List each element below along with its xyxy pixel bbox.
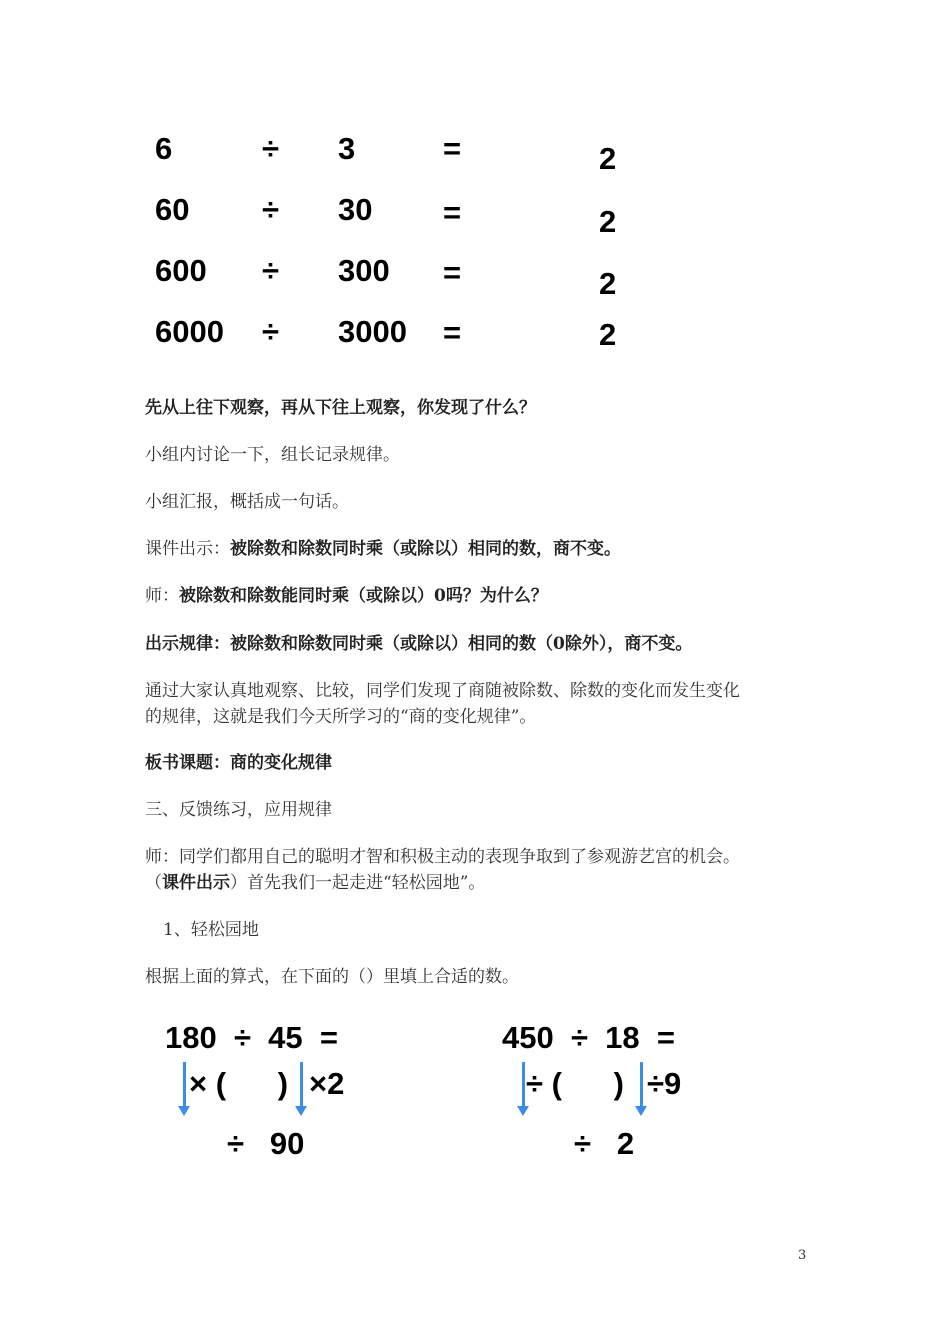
arrow-down-icon <box>640 1062 643 1108</box>
dividend: 6000 <box>155 314 224 349</box>
right-operation: ÷9 <box>647 1066 682 1101</box>
arrow-down-icon <box>300 1062 303 1108</box>
arrow-down-icon <box>522 1062 525 1108</box>
teacher-label: 师： <box>145 586 179 606</box>
divisor: 300 <box>338 253 390 288</box>
exercise-instruction: 根据上面的算式，在下面的（）里填上合适的数。 <box>145 967 519 987</box>
divide-sign: ÷ <box>262 314 280 349</box>
page-number: 3 <box>798 1248 807 1263</box>
summary-line: 的规律，这就是我们今天所学习的“商的变化规律”。 <box>145 707 537 727</box>
dividend: 600 <box>155 253 207 288</box>
left-operation: ÷ ( ) <box>526 1066 624 1101</box>
divide-sign: ÷ <box>262 253 280 288</box>
result-equation: ÷ 90 <box>227 1126 305 1161</box>
group-discussion: 小组内讨论一下，组长记录规律。 <box>145 445 400 465</box>
equals-sign: = <box>443 255 462 290</box>
arrow-down-icon <box>183 1062 186 1108</box>
teacher-intro <box>145 844 740 896</box>
summary-paragraph <box>145 678 740 730</box>
left-operation: × ( ) <box>189 1066 289 1101</box>
courseware-rule: 被除数和除数同时乘（或除以）相同的数，商不变。 <box>230 539 621 559</box>
result: 2 <box>599 204 617 239</box>
section-heading: 三、反馈练习，应用规律 <box>145 800 332 820</box>
courseware-label: 课件出示 <box>162 873 230 893</box>
rule-statement: 出示规律：被除数和除数同时乘（或除以）相同的数（0除外），商不变。 <box>145 634 693 654</box>
equals-sign: = <box>443 131 462 166</box>
divide-sign: ÷ <box>262 131 280 166</box>
result: 2 <box>599 266 617 301</box>
teacher-intro-line: 师：同学们都用自己的聪明才智和积极主动的表现争取到了参观游艺宫的机会。 <box>145 847 740 867</box>
courseware-line <box>145 536 621 562</box>
result: 2 <box>599 141 617 176</box>
right-operation: ×2 <box>309 1066 345 1101</box>
teacher-question <box>145 583 548 609</box>
group-report: 小组汇报，概括成一句话。 <box>145 492 349 512</box>
equals-sign: = <box>443 315 462 350</box>
teacher-intro-line: （课件出示）首先我们一起走进“轻松园地”。 <box>145 873 486 893</box>
result: 2 <box>599 317 617 352</box>
dividend: 6 <box>155 131 173 166</box>
equals-sign: = <box>443 195 462 230</box>
observation-question: 先从上往下观察，再从下往上观察，你发现了什么？ <box>145 398 536 418</box>
exercise-equation: 180 ÷ 45 = <box>165 1020 338 1055</box>
teacher-question-body: 被除数和除数能同时乘（或除以）0吗？为什么？ <box>179 586 548 606</box>
summary-line: 通过大家认真地观察、比较，同学们发现了商随被除数、除数的变化而发生变化 <box>145 681 740 701</box>
divide-sign: ÷ <box>262 192 280 227</box>
divisor: 30 <box>338 192 373 227</box>
divisor: 3000 <box>338 314 407 349</box>
courseware-label: 课件出示： <box>145 539 230 559</box>
board-title: 板书课题：商的变化规律 <box>145 753 332 773</box>
divisor: 3 <box>338 131 356 166</box>
dividend: 60 <box>155 192 190 227</box>
exercise-equation: 450 ÷ 18 = <box>502 1020 675 1055</box>
result-equation: ÷ 2 <box>574 1126 635 1161</box>
exercise-heading: 1、轻松园地 <box>163 920 259 940</box>
